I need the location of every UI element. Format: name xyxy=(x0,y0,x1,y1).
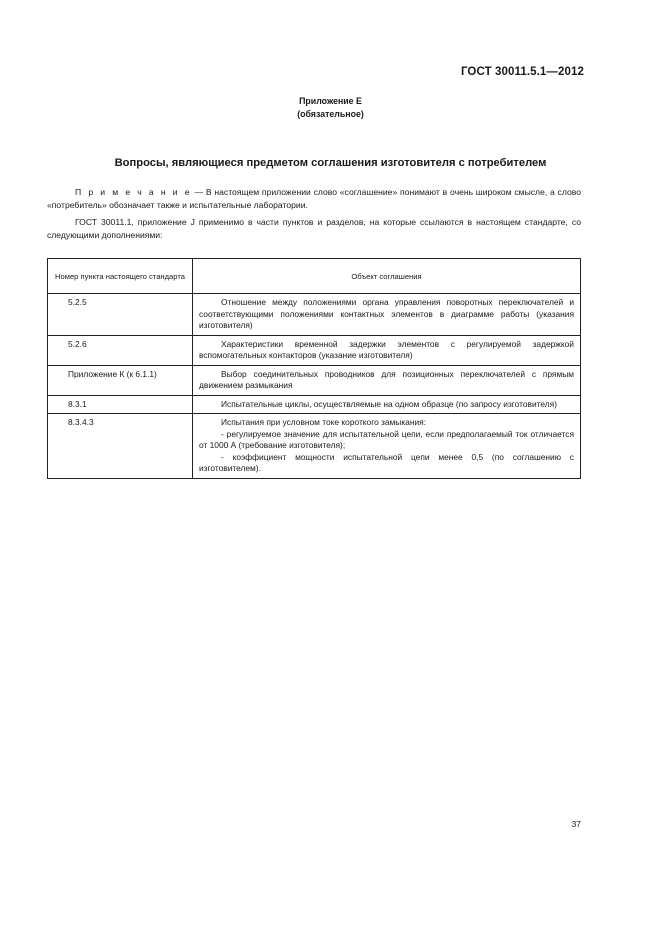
table-row xyxy=(48,365,581,395)
page-title: Вопросы, являющиеся предметом соглашения изготовителя с потребителем xyxy=(114,157,547,169)
note-label: П р и м е ч а н и е xyxy=(75,187,192,197)
note-text: — В настоящем приложении слово «соглашение» понимают в очень широком смысле, а слово «потребитель» обозначает также и испытательные лаборатории. xyxy=(47,187,581,210)
page-number: 37 xyxy=(571,819,581,829)
header-agreement-subject: Объект соглашения xyxy=(193,259,581,294)
clause-number-cell: 5.2.6 xyxy=(48,335,193,365)
agreements-table xyxy=(47,258,581,479)
agreement-subject-cell xyxy=(193,395,581,414)
agreement-subject-cell xyxy=(193,294,581,336)
agreement-subject-line: Выбор соединительных проводников для позиционных переключателей с прямым движением размыкания xyxy=(199,368,574,390)
table-row xyxy=(48,294,581,336)
agreement-subject-cell xyxy=(193,414,581,479)
agreement-subject-cell xyxy=(193,335,581,365)
header-clause-number: Номер пункта настоящего стандарта xyxy=(48,259,193,294)
agreement-subject-line: - регулируемое значение для испытательной цепи, если предполагаемый ток отличается от 1000 А (требование изготовителя); xyxy=(199,428,574,450)
agreement-subject-line: Отношение между положениями органа управления поворотных переключателей и соответствующими положениями контактных элементов в диаграмме работы (указания изготовителя) xyxy=(199,297,574,330)
clause-number-cell: Приложение К (к 6.1.1) xyxy=(48,365,193,395)
agreement-subject-line: - коэффициент мощности испытательной цепи менее 0,5 (по соглашению с изготовителем). xyxy=(199,451,574,473)
table-row xyxy=(48,335,581,365)
note-paragraph xyxy=(47,186,581,212)
table-row xyxy=(48,414,581,479)
table-row xyxy=(48,395,581,414)
clause-number-cell: 8.3.1 xyxy=(48,395,193,414)
clause-number-cell: 5.2.5 xyxy=(48,294,193,336)
appendix-title: Приложение Е xyxy=(299,96,362,106)
clause-number-cell: 8.3.4.3 xyxy=(48,414,193,479)
agreement-subject-line: Характеристики временной задержки элементов с регулируемой задержкой вспомогательных контакторов (указание изготовителя) xyxy=(199,338,574,360)
agreement-subject-line: Испытания при условном токе короткого замыкания: xyxy=(221,417,427,427)
agreement-subject-line: Испытательные циклы, осуществляемые на одном образце (по запросу изготовителя) xyxy=(221,398,557,409)
standard-header: ГОСТ 30011.5.1—2012 xyxy=(460,66,584,78)
appendix-status: (обязательное) xyxy=(297,109,364,119)
agreement-subject-cell xyxy=(193,365,581,395)
intro-paragraph: ГОСТ 30011.1, приложение J применимо в части пунктов и разделов, на которые ссылаются в настоящем стандарте, со следующими дополнениями: xyxy=(47,217,581,240)
table-header-row xyxy=(48,259,581,294)
appendix-heading xyxy=(0,95,661,121)
